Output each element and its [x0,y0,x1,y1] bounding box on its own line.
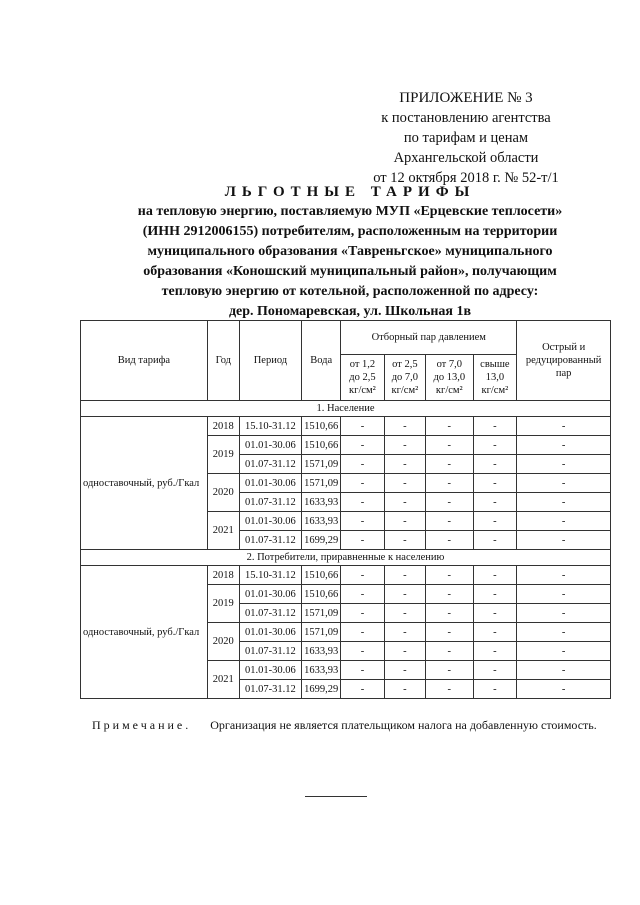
empty-value-cell: - [341,474,384,493]
empty-value-cell: - [341,680,384,699]
empty-value-cell: - [426,436,473,455]
empty-value-cell: - [517,512,611,531]
empty-value-cell: - [517,642,611,661]
empty-value-cell: - [517,455,611,474]
header-steam-range-line: кг/см² [435,385,463,396]
empty-value-cell: - [384,436,425,455]
header-steam-range-line: кг/см² [349,385,376,396]
note-label: Примечание. [92,718,192,732]
empty-value-cell: - [384,474,425,493]
empty-value-cell: - [384,680,425,699]
empty-value-cell: - [473,604,517,623]
empty-value-cell: - [426,604,473,623]
tariff-type-cell: одноставочный, руб./Гкал [81,566,208,699]
empty-value-cell: - [473,455,517,474]
title-line: дер. Пономаревская, ул. Школьная 1в [228,304,472,319]
water-cell: 1633,93 [302,661,341,680]
year-cell: 2020 [207,623,239,661]
header-steam-range-line: свыше [480,359,510,370]
table-row [81,417,611,436]
year-cell: 2019 [207,436,239,474]
header-steam-range-line: до 13,0 [433,372,466,383]
period-cell: 15.10-31.12 [239,566,301,585]
header-steam-range-line: до 7,0 [391,372,419,383]
water-cell: 1699,29 [302,680,341,699]
empty-value-cell: - [341,585,384,604]
period-cell: 01.01-30.06 [239,623,301,642]
empty-value-cell: - [473,661,517,680]
empty-value-cell: - [517,417,611,436]
header-period: Период [239,321,301,401]
empty-value-cell: - [517,661,611,680]
empty-value-cell: - [384,417,425,436]
empty-value-cell: - [384,455,425,474]
empty-value-cell: - [384,585,425,604]
empty-value-cell: - [473,474,517,493]
empty-value-cell: - [384,493,425,512]
period-cell: 01.07-31.12 [239,604,301,623]
year-cell: 2019 [207,585,239,623]
empty-value-cell: - [384,642,425,661]
empty-value-cell: - [473,512,517,531]
period-cell: 15.10-31.12 [239,417,301,436]
header-steam-range-line: до 2,5 [349,372,376,383]
period-cell: 01.07-31.12 [239,642,301,661]
year-cell: 2021 [207,661,239,699]
empty-value-cell: - [384,661,425,680]
section-header: 1. Население [81,401,611,417]
appendix-header [352,88,580,188]
empty-value-cell: - [426,417,473,436]
empty-value-cell: - [426,455,473,474]
note-text: Организация не является плательщиком налога на добавленную стоимость. [210,718,597,732]
header-year: Год [207,321,239,401]
empty-value-cell: - [473,680,517,699]
section-row [81,401,611,417]
water-cell: 1510,66 [302,585,341,604]
water-cell: 1510,66 [302,566,341,585]
appendix-line: по тарифам и ценам [403,130,529,146]
section-row [81,550,611,566]
header-steam-range-line: от 7,0 [436,359,463,370]
year-cell: 2018 [207,417,239,436]
appendix-line: от 12 октября 2018 г. № 52-т/1 [373,170,559,186]
header-steam-range-line: от 2,5 [392,359,418,370]
title-heading: ЛЬГОТНЫЕ ТАРИФЫ [224,184,476,200]
title-line: муниципального образования «Тавреньгское» муниципального [147,244,553,259]
water-cell: 1633,93 [302,642,341,661]
empty-value-cell: - [341,493,384,512]
water-cell: 1571,09 [302,604,341,623]
water-cell: 1571,09 [302,623,341,642]
empty-value-cell: - [473,642,517,661]
water-cell: 1571,09 [302,474,341,493]
year-cell: 2018 [207,566,239,585]
period-cell: 01.01-30.06 [239,512,301,531]
period-cell: 01.07-31.12 [239,455,301,474]
empty-value-cell: - [517,493,611,512]
empty-value-cell: - [426,642,473,661]
period-cell: 01.07-31.12 [239,493,301,512]
title-line: на тепловую энергию, поставляемую МУП «Ерцевские теплосети» [137,204,563,219]
empty-value-cell: - [473,585,517,604]
water-cell: 1633,93 [302,493,341,512]
empty-value-cell: - [384,512,425,531]
empty-value-cell: - [473,417,517,436]
header-sharp-steam: Острый и редуцированный пар [517,321,611,401]
empty-value-cell: - [517,604,611,623]
period-cell: 01.01-30.06 [239,661,301,680]
empty-value-cell: - [517,623,611,642]
section-header: 2. Потребители, приравненные к населению [81,550,611,566]
empty-value-cell: - [341,455,384,474]
period-cell: 01.01-30.06 [239,585,301,604]
empty-value-cell: - [426,566,473,585]
empty-value-cell: - [426,585,473,604]
empty-value-cell: - [473,436,517,455]
empty-value-cell: - [341,417,384,436]
empty-value-cell: - [384,566,425,585]
appendix-line: ПРИЛОЖЕНИЕ № 3 [399,90,533,106]
title-line: (ИНН 2912006155) потребителям, расположенным на территории [142,224,558,239]
empty-value-cell: - [384,623,425,642]
header-steam-range [473,355,517,401]
empty-value-cell: - [517,531,611,550]
empty-value-cell: - [426,474,473,493]
table-row [81,566,611,585]
empty-value-cell: - [473,623,517,642]
water-cell: 1571,09 [302,455,341,474]
empty-value-cell: - [426,623,473,642]
empty-value-cell: - [426,661,473,680]
empty-value-cell: - [384,604,425,623]
tariff-type-cell: одноставочный, руб./Гкал [81,417,208,550]
empty-value-cell: - [341,531,384,550]
period-cell: 01.01-30.06 [239,474,301,493]
header-steam-range [341,355,384,401]
empty-value-cell: - [341,661,384,680]
water-cell: 1699,29 [302,531,341,550]
empty-value-cell: - [426,531,473,550]
header-steam-range-line: от 1,2 [349,359,376,370]
period-cell: 01.07-31.12 [239,680,301,699]
header-steam-range-line: кг/см² [391,385,419,396]
empty-value-cell: - [341,566,384,585]
empty-value-cell: - [517,436,611,455]
empty-value-cell: - [473,566,517,585]
empty-value-cell: - [473,531,517,550]
empty-value-cell: - [341,512,384,531]
divider [305,796,367,797]
empty-value-cell: - [341,436,384,455]
empty-value-cell: - [341,642,384,661]
document-title [80,182,620,322]
header-steam: Отборный пар давлением [341,321,517,355]
empty-value-cell: - [341,604,384,623]
empty-value-cell: - [384,531,425,550]
empty-value-cell: - [473,493,517,512]
header-water: Вода [302,321,341,401]
tariff-table [80,320,611,699]
empty-value-cell: - [426,493,473,512]
header-steam-range-line: 13,0 [485,372,505,383]
water-cell: 1510,66 [302,436,341,455]
empty-value-cell: - [426,680,473,699]
period-cell: 01.01-30.06 [239,436,301,455]
year-cell: 2020 [207,474,239,512]
empty-value-cell: - [426,512,473,531]
empty-value-cell: - [517,474,611,493]
header-steam-range [384,355,425,401]
empty-value-cell: - [517,566,611,585]
header-steam-range-line: кг/см² [481,385,509,396]
appendix-line: Архангельской области [393,150,539,166]
empty-value-cell: - [517,680,611,699]
empty-value-cell: - [517,585,611,604]
water-cell: 1510,66 [302,417,341,436]
title-line: образования «Коношский муниципальный район», получающим [143,264,557,279]
note [92,718,597,733]
water-cell: 1633,93 [302,512,341,531]
year-cell: 2021 [207,512,239,550]
header-tariff-type: Вид тарифа [81,321,208,401]
period-cell: 01.07-31.12 [239,531,301,550]
title-line: тепловую энергию от котельной, расположенной по адресу: [161,284,539,299]
appendix-line: к постановлению агентства [381,110,551,126]
header-steam-range [426,355,473,401]
empty-value-cell: - [341,623,384,642]
